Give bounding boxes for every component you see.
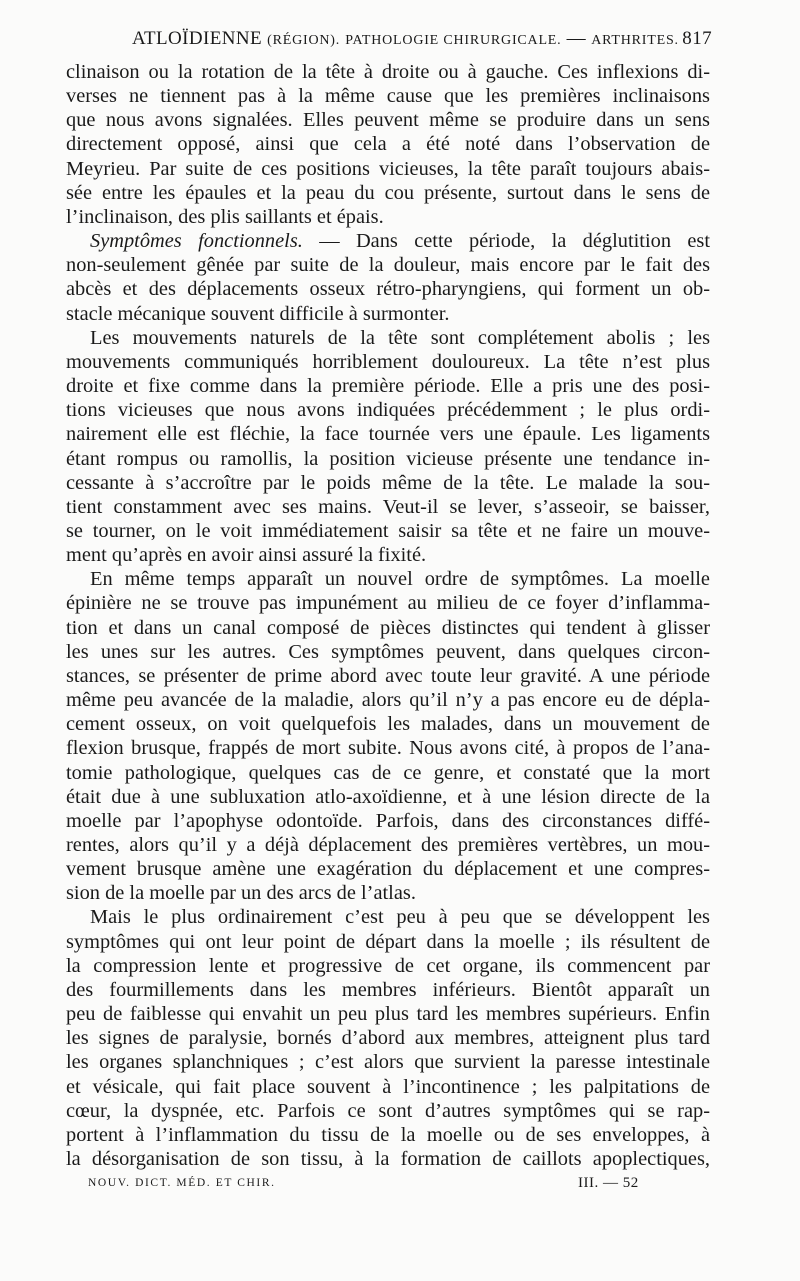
text-line: l’inclinaison, des plis saillants et épais.: [66, 205, 384, 228]
text-line: stacle mécanique souvent difficile à surmonter.: [66, 302, 450, 325]
text-line: se tourner, on le voit immédiatement saisir sa tête et ne faire un mouve-: [66, 519, 710, 542]
subheading-symptomes-fonctionnels: Symptômes fonctionnels.: [90, 230, 303, 253]
text-line: sion de la moelle par un des arcs de l’atlas.: [66, 882, 416, 905]
text-line: vement brusque amène une exagération du déplacement et une compres-: [66, 858, 710, 881]
page-footer: [88, 1175, 688, 1197]
text-line: peu de faiblesse qui envahit un peu plus tard les membres supérieurs. Enfin: [66, 1003, 710, 1026]
header-title-topic: ARTHRITES.: [591, 33, 679, 48]
text-line: épinière ne se trouve pas impunément au milieu de ce foyer d’inflamma-: [66, 592, 710, 615]
text-line: sée entre les épaules et la peau du cou présente, surtout dans le sens de: [66, 181, 710, 204]
text-line: cement osseux, on voit quelquefois les malades, dans un mouvement de: [66, 713, 710, 736]
running-header: [66, 28, 716, 56]
text-line: était due à une subluxation atlo-axoïdienne, et à une lésion directe de la: [66, 785, 710, 808]
text-line: tient constamment avec ses mains. Veut-il se lever, s’asseoir, se baisser,: [66, 495, 710, 518]
text-line: des fourmillements dans les membres inférieurs. Bientôt apparaît un: [66, 978, 710, 1001]
text-line: les unes sur les autres. Ces symptômes peuvent, dans quelques circon-: [66, 640, 710, 663]
text-line: tomie pathologique, quelques cas de ce genre, et constaté que la mort: [66, 761, 710, 784]
text-line: [66, 229, 710, 253]
page-number: 817: [682, 28, 712, 49]
header-title-main: ATLOÏDIENNE: [132, 28, 262, 49]
text-line: droite et fixe comme dans la première période. Elle a pris une des posi-: [66, 375, 710, 398]
text-line: moelle par l’apophyse odontoïde. Parfois, dans des circonstances diffé-: [66, 809, 710, 832]
text-line: symptômes qui ont leur point de départ dans la moelle ; ils résultent de: [66, 930, 710, 953]
text-line-continuation: — Dans cette période, la déglutition est: [302, 230, 710, 253]
text-line: clinaison ou la rotation de la tête à droite ou à gauche. Ces inflexions di-: [66, 61, 710, 83]
text-line: la désorganisation de son tissu, à la formation de caillots apoplectiques,: [66, 1148, 710, 1171]
header-title-dash: —: [566, 28, 587, 49]
text-line: et vésicale, qui fait place souvent à l’incontinence ; les palpitations de: [66, 1075, 710, 1098]
text-line: la compression lente et progressive de cet organe, ils commencent par: [66, 954, 710, 977]
text-line: verses ne tiennent pas à la même cause que les premières inclinaisons: [66, 85, 710, 108]
text-line: même peu avancée de la maladie, alors qu’il n’y a pas encore eu de dépla-: [66, 689, 710, 712]
text-line: les signes de paralysie, bornés d’abord aux membres, atteignent plus tard: [66, 1027, 710, 1050]
footer-signature: NOUV. DICT. MÉD. ET CHIR.: [88, 1177, 276, 1189]
text-line: flexion brusque, frappés de mort subite. Nous avons cité, à propos de l’ana-: [66, 737, 710, 760]
text-line: stances, se présenter de prime abord avec toute leur gravité. A une période: [66, 664, 710, 687]
text-line: nairement elle est fléchie, la face tournée vers une épaule. Les ligaments: [66, 423, 710, 446]
text-line: ment qu’après en avoir ainsi assuré la fixité.: [66, 544, 427, 567]
text-line: les organes splanchniques ; c’est alors que survient la paresse intestinale: [66, 1051, 710, 1074]
footer-volume-sheet: III. — 52: [578, 1175, 639, 1191]
text-line: cœur, la dyspnée, etc. Parfois ce sont d’autres symptômes qui se rap-: [66, 1099, 710, 1122]
text-line: Meyrieu. Par suite de ces positions vicieuses, la tête paraît toujours abais-: [66, 157, 710, 180]
text-line: étant rompus ou ramollis, la position vicieuse présente une tendance in-: [66, 447, 710, 470]
text-line: Mais le plus ordinairement c’est peu à peu que se développent les: [90, 906, 710, 929]
text-line: tion et dans un canal composé de pièces distinctes qui tendent à glisser: [66, 616, 710, 639]
text-line: que nous avons signalées. Elles peuvent même se produire dans un sens: [66, 109, 710, 132]
text-line: tions vicieuses que nous avons indiquées précédemment ; le plus ordi-: [66, 399, 710, 422]
header-title-region: (RÉGION).: [267, 33, 341, 48]
text-line: directement opposé, ainsi que cela a été noté dans l’observation de: [66, 133, 710, 156]
header-title-section: PATHOLOGIE CHIRURGICALE.: [345, 33, 562, 48]
text-line: cessante à s’accroître par le poids même de la tête. Le malade la sou-: [66, 471, 710, 494]
text-line: abcès et des déplacements osseux rétro-pharyngiens, qui forment un ob-: [66, 278, 710, 301]
text-line: mouvements communiqués horriblement douloureux. La tête n’est plus: [66, 350, 710, 373]
text-line: non-seulement gênée par suite de la douleur, mais encore par le fait des: [66, 254, 710, 277]
text-line: portent à l’inflammation du tissu de la moelle ou de ses enveloppes, à: [66, 1123, 710, 1146]
header-title: [132, 28, 679, 50]
text-line: rentes, alors qu’il y a déjà déplacement des premières vertèbres, un mou-: [66, 834, 710, 856]
body-text: [66, 60, 710, 1171]
text-line: Les mouvements naturels de la tête sont complétement abolis ; les: [90, 326, 710, 349]
text-line: En même temps apparaît un nouvel ordre de symptômes. La moelle: [90, 568, 710, 591]
